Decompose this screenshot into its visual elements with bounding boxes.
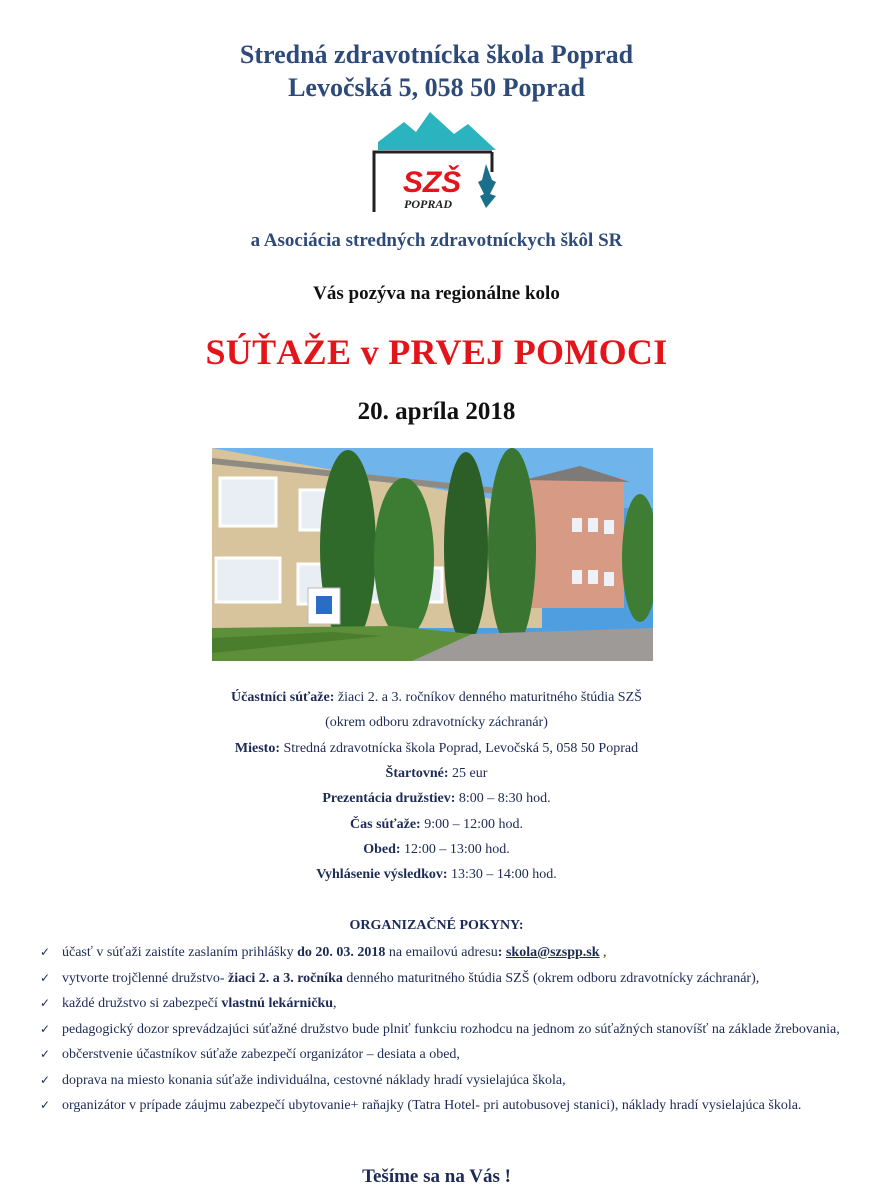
detail-value: 12:00 – 13:00 hod.	[400, 841, 510, 857]
list-item-text: na emailovú adresu	[385, 945, 498, 960]
school-name: Stredná zdravotnícka škola Poprad	[239, 40, 634, 69]
closing-line: Tešíme sa na Vás !	[362, 1166, 511, 1187]
list-item-emphasis: do 20. 03. 2018	[297, 945, 386, 960]
list-item	[36, 966, 846, 992]
list-item	[36, 1093, 846, 1119]
list-item-text: pedagogický dozor sprevádzajúci súťažné družstvo bude plniť funkciu rozhodcu na jednom zo súťažných stanovíšť na základe žrebovania,	[62, 1021, 840, 1037]
list-item-text: vytvorte trojčlenné družstvo-	[62, 970, 229, 986]
school-header	[0, 38, 873, 104]
list-item-text: doprava na miesto konania súťaže individuálna, cestovné náklady hradí vysielajúca škola,	[62, 1072, 566, 1088]
list-item-emphasis: vlastnú lekárničku	[221, 996, 334, 1011]
detail-label: Účastníci súťaže:	[231, 690, 335, 705]
list-item-text: ,	[333, 996, 337, 1011]
list-item	[36, 940, 846, 966]
detail-value: 25 eur	[448, 765, 488, 781]
checkmark-icon: ✓	[40, 970, 51, 985]
detail-line	[0, 791, 873, 807]
detail-line	[0, 766, 873, 782]
detail-label: Prezentácia družstiev:	[322, 791, 456, 807]
logo-mountains	[378, 112, 496, 150]
detail-line	[0, 867, 873, 883]
checkmark-icon: ✓	[40, 1047, 51, 1061]
detail-value: 8:00 – 8:30 hod.	[455, 791, 551, 807]
detail-value: Stredná zdravotnícka škola Poprad, Levočská 5, 058 50 Poprad	[280, 740, 639, 756]
detail-label: Štartovné:	[385, 765, 449, 781]
logo-city: POPRAD	[404, 197, 452, 211]
list-item-emphasis: :	[497, 945, 506, 960]
detail-label: Čas súťaže:	[350, 816, 421, 832]
detail-line	[0, 715, 873, 731]
list-item-text: občerstvenie účastníkov súťaže zabezpečí organizátor – desiata a obed,	[62, 1047, 460, 1062]
list-item-text: ,	[599, 945, 607, 960]
list-item-text: každé družstvo si zabezpečí	[62, 996, 222, 1011]
list-item	[36, 1042, 846, 1068]
detail-value: (okrem odboru zdravotnícky záchranár)	[325, 715, 548, 731]
invitation-line: Vás pozýva na regionálne kolo	[313, 283, 560, 304]
detail-value: 9:00 – 12:00 hod.	[420, 816, 523, 832]
school-logo	[368, 112, 504, 216]
checkmark-icon: ✓	[40, 996, 51, 1010]
checkmark-icon: ✓	[40, 1021, 51, 1036]
checkmark-icon: ✓	[40, 945, 51, 959]
list-item	[36, 1068, 846, 1094]
detail-line	[0, 690, 873, 706]
detail-line	[0, 741, 873, 757]
list-item-text: účasť v súťaži zaistíte zaslaním prihlášky	[62, 945, 298, 960]
checkmark-icon: ✓	[40, 1098, 51, 1112]
detail-label: Miesto:	[234, 740, 280, 756]
contest-title: SÚŤAŽE v PRVEJ POMOCI	[205, 332, 668, 372]
list-item-emphasis: žiaci 2. a 3. ročníka	[228, 970, 343, 986]
school-address: Levočská 5, 058 50 Poprad	[288, 73, 585, 102]
email-link[interactable]: skola@szspp.sk	[505, 945, 600, 960]
detail-line	[0, 817, 873, 833]
logo-letters: SZŠ	[402, 166, 462, 199]
organization-list	[36, 940, 846, 1119]
detail-label: Obed:	[363, 841, 401, 857]
detail-line	[0, 842, 873, 858]
school-building-photo	[212, 448, 653, 661]
list-item	[36, 1017, 846, 1043]
list-item	[36, 991, 846, 1017]
detail-value: žiaci 2. a 3. ročníkov denného maturitného štúdia SZŠ	[334, 690, 642, 705]
association-line: a Asociácia stredných zdravotníckych škôl SR	[250, 230, 623, 251]
checkmark-icon: ✓	[40, 1072, 51, 1087]
list-item-text: denného maturitného štúdia SZŠ (okrem odboru zdravotnícky záchranár),	[342, 970, 760, 986]
detail-label: Vyhlásenie výsledkov:	[316, 867, 448, 883]
organization-title: ORGANIZAČNÉ POKYNY:	[349, 918, 524, 933]
list-item-text: organizátor v prípade záujmu zabezpečí ubytovanie+ raňajky (Tatra Hotel- pri autobusovej stanici), náklady hradí vysielajúca škola.	[62, 1098, 802, 1113]
detail-value: 13:30 – 14:00 hod.	[447, 867, 557, 883]
contest-date: 20. apríla 2018	[357, 398, 516, 425]
